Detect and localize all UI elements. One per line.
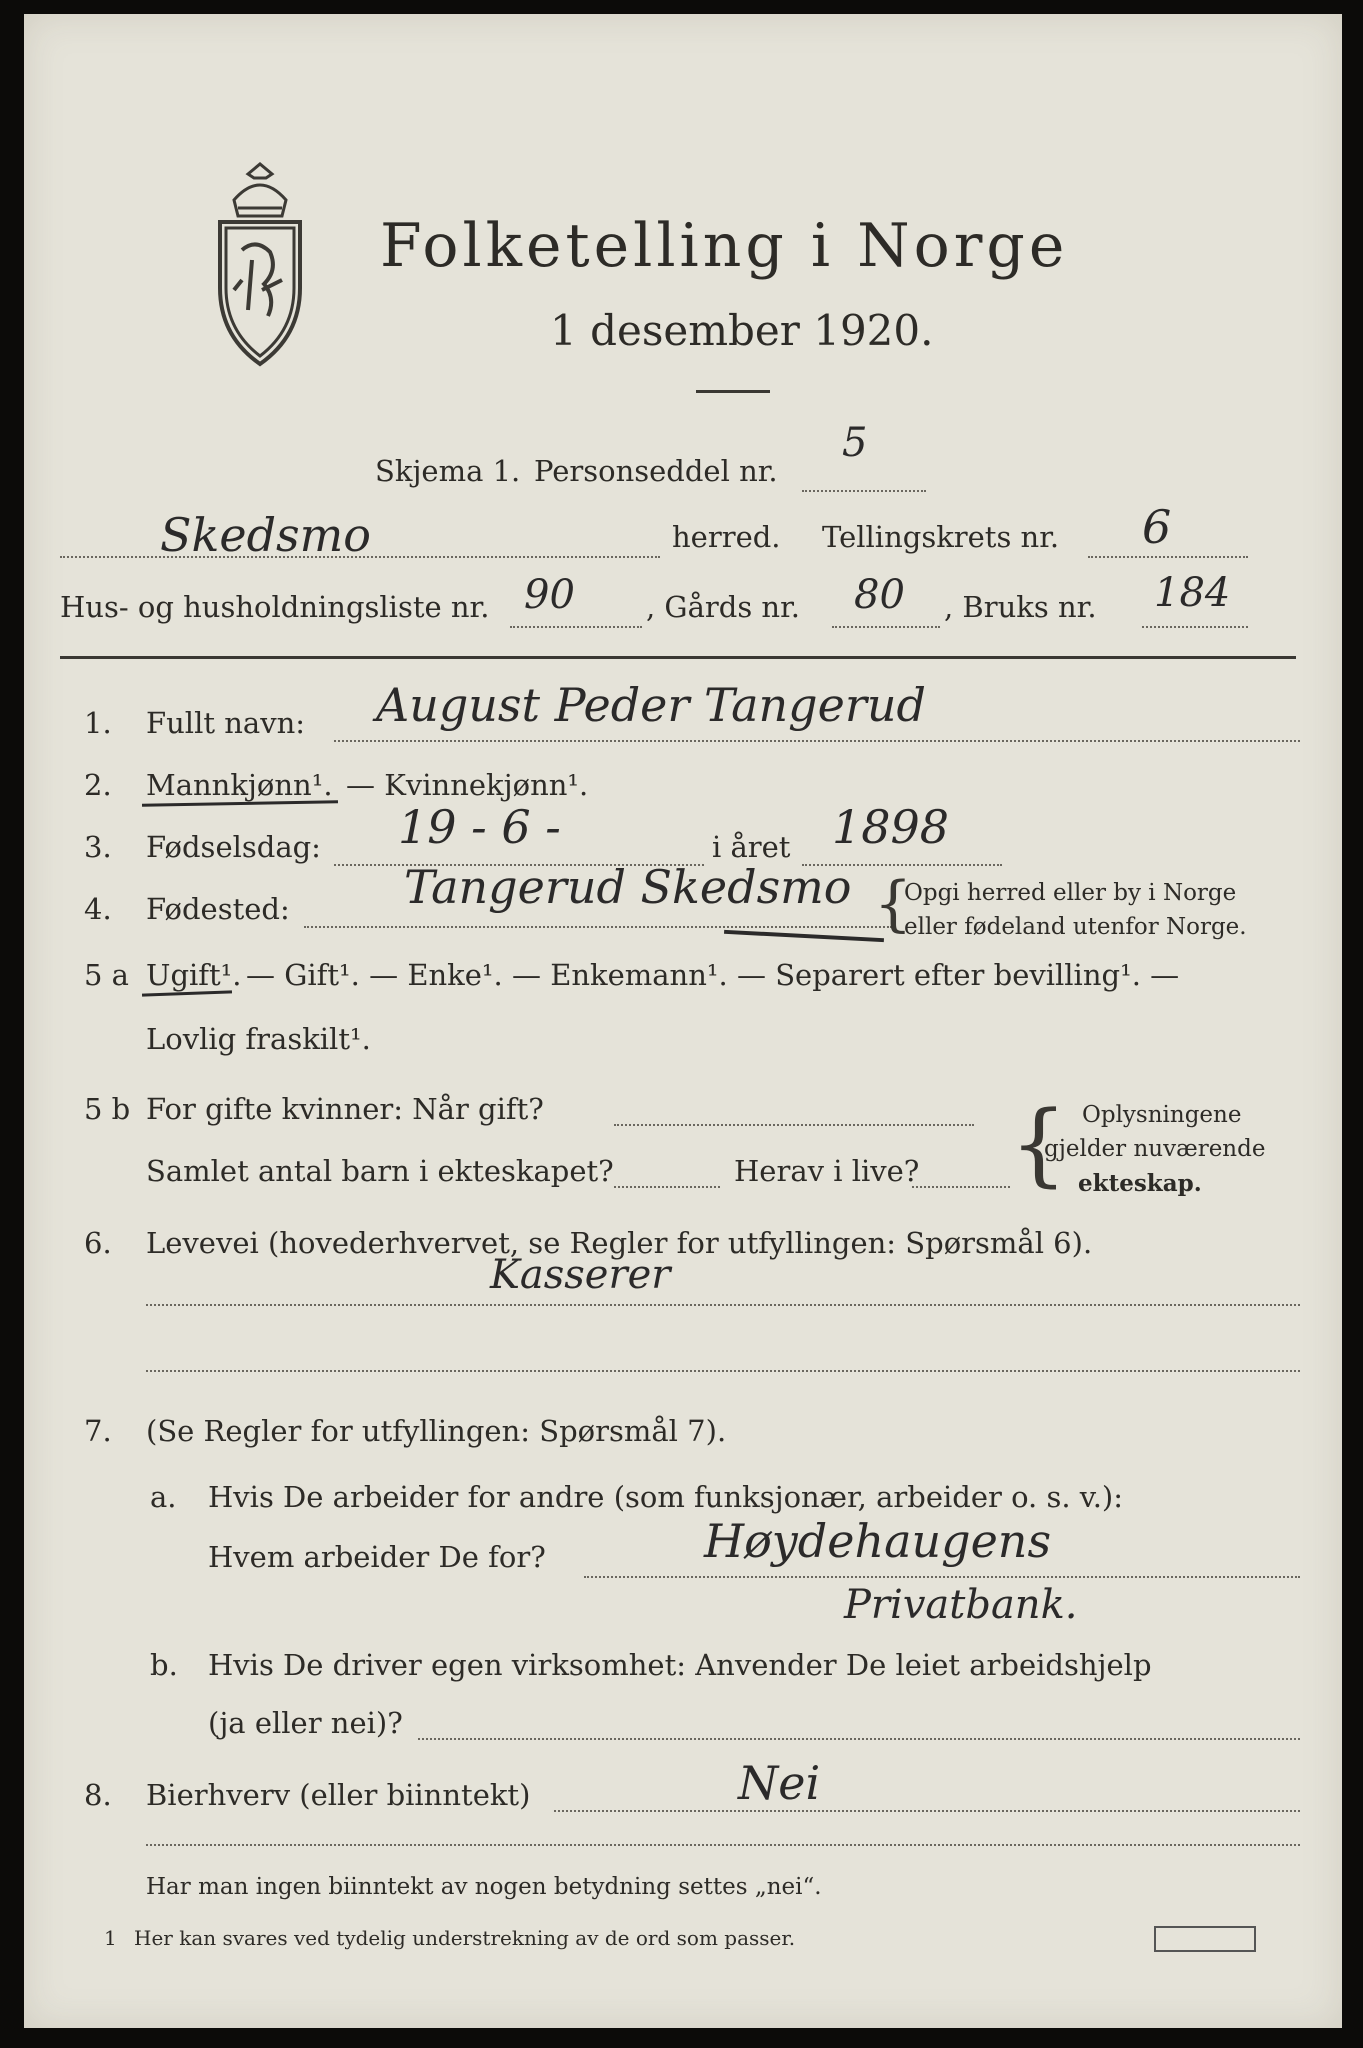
q1-label: Fullt navn: bbox=[146, 706, 306, 740]
q2-number: 2. bbox=[84, 768, 112, 802]
q7-number: 7. bbox=[84, 1414, 112, 1448]
birth-year-value[interactable]: 1898 bbox=[832, 800, 950, 854]
q7a-label: Hvis De arbeider for andre (som funksjonær, arbeider o. s. v.): bbox=[208, 1480, 1124, 1514]
q5b-brace: { bbox=[1010, 1092, 1068, 1197]
marital-fraskilt-option[interactable]: Lovlig fraskilt¹. bbox=[146, 1022, 371, 1056]
side-income-value[interactable]: Nei bbox=[738, 1756, 821, 1810]
census-form-sheet bbox=[24, 14, 1342, 2028]
q6-number: 6. bbox=[84, 1226, 112, 1260]
husholdning-value[interactable]: 90 bbox=[524, 572, 575, 618]
schema-label: Skjema 1. bbox=[375, 454, 521, 488]
occupation-value[interactable]: Kasserer bbox=[490, 1252, 671, 1298]
employer-value-line2[interactable]: Privatbank. bbox=[844, 1582, 1078, 1628]
norway-coat-of-arms-icon bbox=[212, 160, 308, 370]
q8-label: Bierhverv (eller biinntekt) bbox=[146, 1778, 531, 1812]
q7-label: (Se Regler for utfyllingen: Spørsmål 7). bbox=[146, 1414, 727, 1448]
q7a-sub-label: Hvem arbeider De for? bbox=[208, 1540, 546, 1574]
header-divider bbox=[60, 656, 1296, 659]
q5b-alive-label: Herav i live? bbox=[734, 1154, 920, 1188]
footnote-text: Her kan svares ved tydelig understrekning av de ord som passer. bbox=[134, 1926, 796, 1950]
full-name-value[interactable]: August Peder Tangerud bbox=[376, 678, 926, 732]
sex-female-option[interactable]: — Kvinnekjønn¹. bbox=[346, 768, 589, 802]
form-title: Folketelling i Norge bbox=[380, 211, 1069, 281]
title-divider bbox=[696, 390, 770, 393]
birthdate-value[interactable]: 19 - 6 - bbox=[398, 800, 561, 854]
q5a-number: 5 a bbox=[84, 958, 129, 992]
printer-stamp-icon bbox=[1154, 1926, 1256, 1952]
q7b-sub-label: (ja eller nei)? bbox=[208, 1706, 403, 1740]
q1-number: 1. bbox=[84, 706, 112, 740]
census-date: 1 desember 1920. bbox=[550, 306, 934, 355]
bruks-value[interactable]: 184 bbox=[1154, 570, 1231, 616]
bruks-label: , Bruks nr. bbox=[944, 590, 1097, 624]
herred-value[interactable]: Skedsmo bbox=[160, 508, 371, 562]
tellingskrets-value[interactable]: 6 bbox=[1142, 500, 1172, 554]
herred-label: herred. bbox=[672, 520, 781, 554]
q4-note-line2: eller fødeland utenfor Norge. bbox=[904, 914, 1247, 940]
personseddel-value[interactable]: 5 bbox=[842, 420, 868, 466]
footer-note: Har man ingen biinntekt av nogen betydning settes „nei“. bbox=[146, 1874, 822, 1900]
q7a-letter: a. bbox=[150, 1480, 177, 1514]
husholdning-label: Hus- og husholdningsliste nr. bbox=[60, 590, 490, 624]
gards-value[interactable]: 80 bbox=[854, 572, 905, 618]
q8-number: 8. bbox=[84, 1778, 112, 1812]
marital-ugift-option[interactable]: Ugift¹. bbox=[146, 958, 242, 992]
q4-note-line1: Opgi herred eller by i Norge bbox=[904, 880, 1237, 906]
birthplace-value[interactable]: Tangerud Skedsmo bbox=[404, 860, 852, 914]
q6-label: Levevei (hovederhvervet, se Regler for utfyllingen: Spørsmål 6). bbox=[146, 1226, 1093, 1260]
q5b-note-line1: Oplysningene bbox=[1082, 1102, 1242, 1128]
q5b-note-line3: ekteskap. bbox=[1078, 1170, 1202, 1197]
gards-label: , Gårds nr. bbox=[646, 590, 800, 624]
sex-male-option[interactable]: Mannkjønn¹. bbox=[146, 768, 333, 802]
q5b-note-line2: gjelder nuværende bbox=[1044, 1136, 1266, 1162]
q3-year-label: i året bbox=[712, 830, 791, 864]
q5b-married-label: For gifte kvinner: Når gift? bbox=[146, 1092, 544, 1126]
q3-number: 3. bbox=[84, 830, 112, 864]
marital-other-options[interactable]: — Gift¹. — Enke¹. — Enkemann¹. — Separert efter bevilling¹. — bbox=[246, 958, 1180, 992]
q4-label: Fødested: bbox=[146, 892, 290, 926]
q7b-label: Hvis De driver egen virksomhet: Anvender De leiet arbeidshjelp bbox=[208, 1648, 1152, 1682]
q7b-letter: b. bbox=[150, 1648, 178, 1682]
birthplace-underline-mark bbox=[724, 930, 884, 942]
q5b-children-label: Samlet antal barn i ekteskapet? bbox=[146, 1154, 614, 1188]
q4-number: 4. bbox=[84, 892, 112, 926]
q4-brace: { bbox=[874, 869, 913, 939]
employer-value-line1[interactable]: Høydehaugens bbox=[704, 1514, 1052, 1568]
tellingskrets-label: Tellingskrets nr. bbox=[822, 520, 1060, 554]
q3-label: Fødselsdag: bbox=[146, 830, 321, 864]
footnote-mark: 1 bbox=[104, 1926, 117, 1950]
personseddel-label: Personseddel nr. bbox=[534, 454, 778, 488]
q5b-number: 5 b bbox=[84, 1092, 131, 1126]
